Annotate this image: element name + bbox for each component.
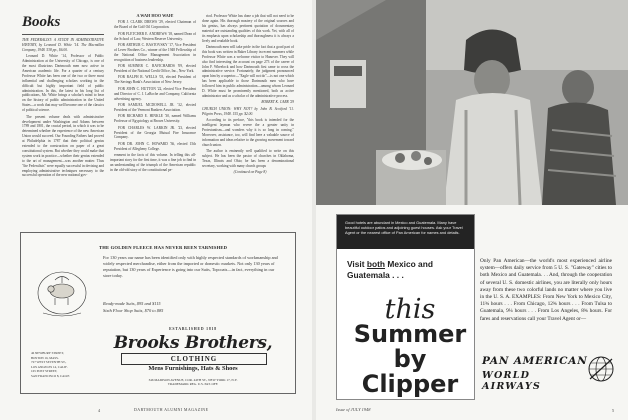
store-line: SAN FRANCISCO 8, CALIF. bbox=[31, 373, 70, 378]
pan-american-logo bbox=[482, 355, 590, 392]
page-number: 4 bbox=[98, 408, 101, 413]
list-item: FOR JOHN C. HUTTON '22, elected Vice President and Director of C. J. LaRoche and Company, California advertising agency. bbox=[114, 86, 196, 101]
ad-price-line: Sixth Floor Shop Suits, $70 to $85 bbox=[103, 307, 164, 313]
left-page bbox=[0, 0, 312, 420]
list-item: FOR RICHARD E. HINKLE '30, named Williams Professor of Egyptology at Brown University. bbox=[114, 114, 196, 124]
established-line: ESTABLISHED 1818 bbox=[169, 327, 217, 331]
review-2-para-1: According to its preface, "this book is intended for the intelligent layman who revere the a greater unity in Protestantism—and wonders why it is so long in coming." Moreover, assistance, too, will find here a valuable source of information and ideas relative to the growing movement toward church union. bbox=[202, 118, 294, 147]
big-line: Summer bbox=[353, 320, 467, 348]
logo-line: PAN AMERICAN bbox=[482, 355, 588, 367]
list-item: FOR FLETCHER E. ANDREWS '18, named Dean of the School of Law, Western Reserve University. bbox=[114, 31, 196, 41]
hotel-note: Good hotels are abundant in Mexico and Guatemala. Many have beautiful outdoor patios and adjoining guest houses. Ask your Travel Agent or the nearest office of Pan American for names and details. bbox=[337, 215, 474, 249]
page-footer: DARTMOUTH ALUMNI MAGAZINE bbox=[134, 407, 209, 412]
store-address bbox=[99, 378, 287, 386]
visit-text: Visit bbox=[347, 259, 367, 269]
summer-by-clipper bbox=[347, 294, 473, 398]
review-1-continued: ernment in the facts of this volume. In telling this all-important story for the first time, it was a fine job to find in an understanding of the triumph of the American republic in the old-old story of the constitutional pe- bbox=[110, 153, 196, 172]
list-item: FOR RALPH R. WELLS '03, elected President of The Savings Bank's Association of New Jersey. bbox=[114, 75, 196, 85]
review-2-heading: CHURCH UNION: WHY NOT? by John B. Scotford '11. Pilgrim Press, 1948. 155 pp. $2.00. bbox=[202, 106, 294, 116]
branch-stores bbox=[31, 351, 93, 379]
globe-icon bbox=[586, 354, 616, 384]
guatemala-market-photo bbox=[316, 0, 628, 205]
review-column-3 bbox=[202, 14, 294, 228]
ad-price-line: Ready-made Suits, $95 and $115 bbox=[103, 301, 161, 306]
review-column-1 bbox=[22, 38, 104, 228]
store-line: LOS ANGELES 14, CALIF. bbox=[31, 364, 68, 369]
review-1-heading: THE FEDERALIST: A STUDY IN ADMINISTRATIVE HISTORY, by Leonard D. White '14. The Macmillan Company, 1948. 538 pp., $6.00. bbox=[22, 38, 104, 52]
issue-date: Issue of JULY 1948 bbox=[336, 407, 371, 412]
list-item: FOR J. CLARK DREWS '29, elected Chairman of the Board of the Golf Oil Corporation. bbox=[114, 20, 196, 30]
furnishings-line: Mens Furnishings, Hats & Shoes bbox=[148, 365, 238, 372]
visit-headline bbox=[347, 259, 467, 281]
review-1-para-2: The present volume deals with administrative development under Washington and Adams between 1789 and 1801, the crucial period, in which it was to be determined whether the experience of the new American Union would succeed. Our Founding Fathers had proved at Philadelphia in 1787 that their political genius extended to the construction on paper of a great constitutional system. But whether they could make that system work in practice—whether their genius extended to the art of management—was another matter. Thus "the Federalists" were equally successful in devising and employing administrative techniques necessary to the successful operation of the new national gov- bbox=[22, 114, 104, 178]
ad-headline: THE GOLDEN FLEECE HAS NEVER BEEN TARNISHED bbox=[99, 245, 228, 250]
ad-trademark: TRADEMARK REG. U.S. PAT. OFF. bbox=[167, 382, 219, 386]
ad-copy: For 130 years our name has been identified only with highly respected standards of workmanship and widely respected merchandise, either from the imported or domestic markets. Not only 130 years of reputation, but 130 years of Experience is going into our Suits, Topcoats—in fact, everything in our store today. bbox=[103, 255, 278, 279]
logo-line: WORLD AIRWAYS bbox=[482, 370, 541, 392]
visit-emphasis: both bbox=[366, 259, 386, 269]
big-line: this bbox=[384, 294, 436, 325]
review-1-para-3: riod. Professor White has done a job that will not need to be done again. His thorough mastery of the original sources and his genius, has always pertinent quotation of documentary material are outstanding qualities of this work. Yet, with all of its emphasis upon scholarship and thoroughness it is always a lively and readable book. bbox=[202, 14, 294, 43]
review-1-para-4: Dartmouth men will take pride in the fact that a good part of this book was written in Baker Library in recent summers while Professor White was a welcome visitor to Hanover. They will also find interesting the account on page 273 of the career of John F. Wheelock and how Dartmouth first came to cross the administrative service. Fortunately, the judgment pronounced upon him by a superior—"Eagle will not do"—is not one which has been applicable to those Dartmouth men who have followed him in public administration—among whom Leonard D. White must be prominently mentioned, both as active administrator and as a scholar of the administrative process. bbox=[202, 44, 294, 98]
golden-fleece-icon bbox=[33, 269, 91, 321]
store-line: BOSTON 16, MASS. bbox=[31, 355, 59, 360]
ad-body-text: Only Pan American—the world's most experienced airline system—offers daily service from 5 U. S. "Gateway" cities to both Mexico and Guatemala. . . And, through the cooperation of several U. S. domestic airlines, you are literally only hours away from these two colorful lands no matter where you live in the U. S. A. EXAMPLES: From New York to Mexico City, 11¾ hours . . . From Chicago, 12¾ hours . . . From Tulsa to Guatemala, 9¼ hours . . . From Los Angeles, 8¾ hours. For fares and reservations call your Travel Agent or— bbox=[480, 258, 612, 322]
continued-link[interactable]: (Continued on Page 8) bbox=[233, 170, 267, 175]
brooks-brothers-ad bbox=[20, 232, 296, 394]
ad-address: 346 MADISON AVENUE, COR. 44TH ST., NEW YORK 17, N.Y. bbox=[148, 378, 238, 382]
list-item: FOR SUMNER C. RAVICHARDS '09, elected President of the National Credit Office, Inc., New York. bbox=[114, 64, 196, 74]
list-item: FOR ARTHUR C. BASTOVSKY '17, Vice President of Lever Brothers Co., winner of the 1948 Fellowship of the National Office Management Association in recognition of business leadership. bbox=[114, 43, 196, 62]
store-line: 46 NEWBURY STREET, bbox=[31, 351, 64, 355]
store-line: 165 POST STREET, bbox=[31, 369, 58, 374]
review-1-para-1: Leonard D. White '14, Professor of Public Administration at the University of Chicago, is one of the most illustrious Dartmouth men now active in American academic life. For a quarter of a century Professor White has been one of the two or three most influential and challenging scholars working in the difficult but highly important field of public administration. In this, the latest in his long list of publications, Mr. White brings a scholar's mind to bear on the history of public administration in the United States—a work that may well become one of the classics of political science. bbox=[22, 54, 104, 113]
title-rule bbox=[22, 34, 104, 35]
pan-american-panel bbox=[336, 214, 475, 400]
ad-prices bbox=[103, 301, 283, 314]
wahhoowah-heading: A WAH HOO WAH! bbox=[136, 14, 174, 18]
store-line: 727 WEST SEVENTH ST., bbox=[31, 360, 67, 365]
review-2-para-2: The author is eminently well qualified to write on this subject. He has been the pastor of churches in Oklahoma, Texas, Illinois and Ohio; he has been a denominational secretary, working with many church groups bbox=[202, 149, 294, 168]
visit-text: Guatemala . . . bbox=[347, 270, 404, 280]
page-number: 5 bbox=[612, 408, 615, 413]
brooks-brothers-logo: Brooks Brothers, bbox=[113, 333, 273, 353]
review-1-signature: ROBERT K. CARR '29 bbox=[261, 100, 294, 105]
clothing-banner: CLOTHING bbox=[121, 353, 267, 365]
list-item: FOR SAMUEL MCDOWELL JR. '32, elected President of the Vermont Bankers Association. bbox=[114, 103, 196, 112]
list-item: FOR DR. JOHN C. HOWARD '36, elected 15th President of Allegheny College. bbox=[114, 141, 196, 151]
big-line: by Clipper bbox=[361, 345, 459, 398]
wahhoowah-column bbox=[110, 14, 196, 228]
list-item: FOR CHARLES W. LARKIN JR. '23, elected President of the Georgia Mutual Fire Insurance Company. bbox=[114, 125, 196, 140]
right-page bbox=[316, 0, 628, 420]
visit-text: Mexico and bbox=[385, 259, 433, 269]
section-title: Books bbox=[22, 14, 61, 30]
